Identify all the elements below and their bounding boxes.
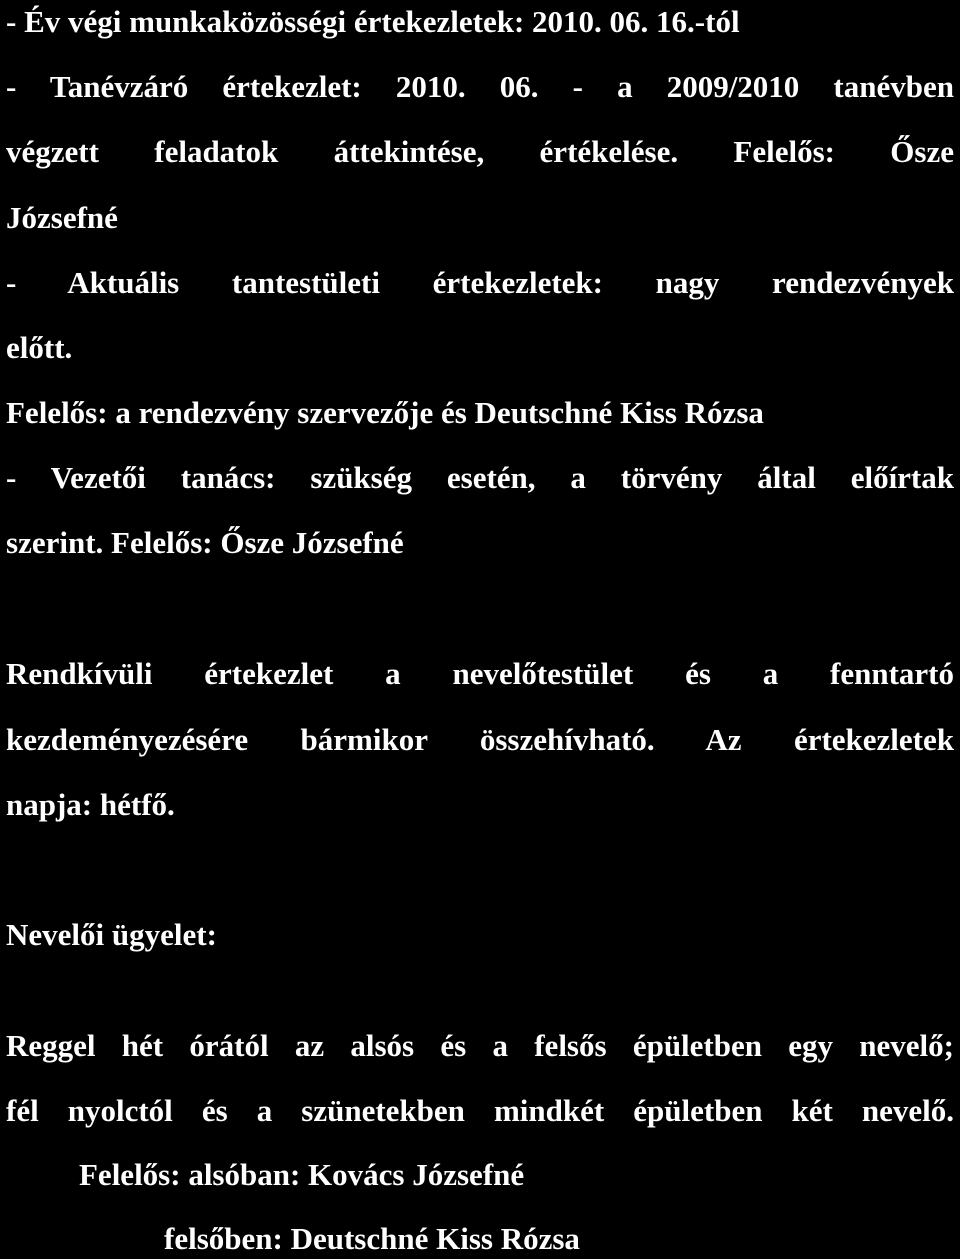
text-line-kezdemenyezes: kezdeményezésére bármikor összehívható. Az értekezletek	[6, 722, 954, 757]
text-line-ev-vegi: - Év végi munkaközösségi értekezletek: 2010. 06. 16.-tól	[6, 4, 740, 39]
text-line-rendkivuli: Rendkívüli értekezlet a nevelőtestület és a fenntartó	[6, 656, 954, 691]
text-line-szerint: szerint. Felelős: Ősze Józsefné	[6, 525, 404, 560]
section-heading-neveloi-ugyelet: Nevelői ügyelet:	[6, 917, 217, 952]
text-line-fel-nyolctol: fél nyolctól és a szünetekben mindkét épületben két nevelő.	[6, 1093, 954, 1128]
text-line-tanevzaro: - Tanévzáró értekezlet: 2010. 06. - a 2009/2010 tanévben	[6, 69, 954, 104]
text-line-napja: napja: hétfő.	[6, 787, 175, 822]
text-line-vegzett: végzett feladatok áttekintése, értékelése. Felelős: Ősze	[6, 134, 954, 169]
text-line-felelos-rendezveny: Felelős: a rendezvény szervezője és Deutschné Kiss Rózsa	[6, 395, 764, 430]
text-line-reggel: Reggel hét órától az alsós és a felsős épületben egy nevelő;	[6, 1028, 954, 1063]
text-line-felelos-alsoban: Felelős: alsóban: Kovács Józsefné	[79, 1157, 525, 1192]
text-line-aktualis: - Aktuális tantestületi értekezletek: nagy rendezvények	[6, 265, 954, 300]
text-line-vezetoi-tanacs: - Vezetői tanács: szükség esetén, a törvény által előírtak	[6, 460, 954, 495]
text-line-elott: előtt.	[6, 330, 73, 365]
text-line-felsoben: felsőben: Deutschné Kiss Rózsa	[164, 1221, 580, 1256]
text-line-jozsefne: Józsefné	[6, 200, 118, 235]
